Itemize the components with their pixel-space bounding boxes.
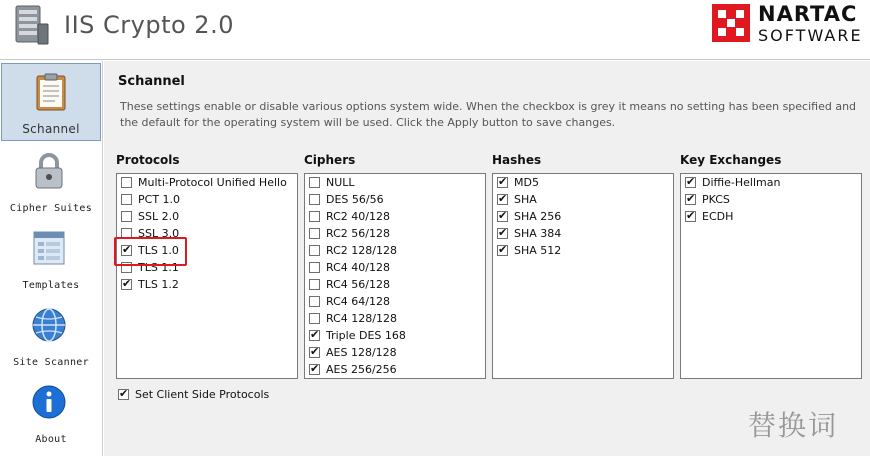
sidebar-item-cipher-suites[interactable] (0, 143, 102, 221)
checkbox[interactable] (497, 194, 508, 205)
checkbox[interactable] (309, 313, 320, 324)
server-icon (10, 4, 50, 46)
checkbox[interactable] (497, 211, 508, 222)
clipboard-icon (31, 72, 71, 112)
list-item-label: RC4 40/128 (326, 261, 390, 274)
list-item-label: TLS 1.1 (138, 261, 179, 274)
list-item[interactable] (305, 242, 485, 259)
page-description: These settings enable or disable various options system wide. When the checkbox is grey it means no setting has been specified and the default for the operating system will be used. Click the Apply button to save changes. (120, 100, 857, 129)
list-item[interactable] (117, 276, 297, 293)
ciphers-title: Ciphers (304, 153, 356, 167)
checkbox[interactable] (309, 296, 320, 307)
list-item[interactable] (305, 310, 485, 327)
list-item-label: Diffie-Hellman (702, 176, 781, 189)
list-item[interactable] (117, 225, 297, 242)
list-item-label: RC2 128/128 (326, 244, 397, 257)
sidebar-item-label: Templates (22, 280, 80, 291)
main-panel (104, 61, 870, 456)
sidebar-item-schannel[interactable] (1, 63, 101, 141)
list-item[interactable] (305, 361, 485, 378)
list-item[interactable] (305, 191, 485, 208)
list-item-label: SSL 2.0 (138, 210, 180, 223)
list-item-label: Multi-Protocol Unified Hello (138, 176, 287, 189)
nartac-logo (712, 2, 870, 46)
checkbox[interactable] (497, 245, 508, 256)
app-title: IIS Crypto 2.0 (64, 11, 234, 39)
list-item-label: RC4 56/128 (326, 278, 390, 291)
list-item[interactable] (305, 208, 485, 225)
watermark-text: 替换词 (748, 409, 839, 442)
hashes-title: Hashes (492, 153, 542, 167)
list-item-label: RC4 64/128 (326, 295, 390, 308)
sidebar (0, 61, 103, 456)
list-item-label: MD5 (514, 176, 539, 189)
checkbox[interactable] (309, 245, 320, 256)
sidebar-item-site-scanner[interactable] (0, 297, 102, 375)
list-item[interactable] (493, 225, 673, 242)
checkbox[interactable] (685, 177, 696, 188)
list-item-label: RC2 56/128 (326, 227, 390, 240)
list-item[interactable] (681, 174, 861, 191)
list-item-label: SHA 384 (514, 227, 562, 240)
client-side-protocols-option[interactable] (118, 388, 269, 401)
checkbox[interactable] (309, 211, 320, 222)
list-item[interactable] (305, 174, 485, 191)
list-item-label: AES 128/128 (326, 346, 397, 359)
lock-icon (29, 151, 69, 191)
list-item-label: PKCS (702, 193, 730, 206)
hashes-list[interactable] (492, 173, 674, 379)
checkbox[interactable] (685, 211, 696, 222)
list-item-label: TLS 1.0 (138, 244, 179, 257)
checkbox[interactable] (309, 330, 320, 341)
template-icon (29, 228, 69, 268)
list-item[interactable] (117, 174, 297, 191)
list-item-label: PCT 1.0 (138, 193, 181, 206)
checkbox[interactable] (121, 228, 132, 239)
checkbox[interactable] (309, 364, 320, 375)
checkbox[interactable] (121, 211, 132, 222)
checkbox[interactable] (121, 279, 132, 290)
list-item[interactable] (493, 208, 673, 225)
key-exchanges-title: Key Exchanges (680, 153, 782, 167)
list-item[interactable] (117, 191, 297, 208)
client-side-label: Set Client Side Protocols (135, 388, 270, 401)
checkbox[interactable] (309, 347, 320, 358)
list-item[interactable] (681, 191, 861, 208)
list-item-label: SHA 256 (514, 210, 562, 223)
list-item[interactable] (493, 242, 673, 259)
list-item[interactable] (305, 293, 485, 310)
list-item[interactable] (493, 191, 673, 208)
list-item[interactable] (305, 259, 485, 276)
checkbox[interactable] (685, 194, 696, 205)
key-exchanges-list[interactable] (680, 173, 862, 379)
checkbox[interactable] (121, 262, 132, 273)
list-item-label: RC4 128/128 (326, 312, 397, 325)
list-item-label: SHA 512 (514, 244, 562, 257)
sidebar-item-label: About (35, 434, 67, 445)
app-header (0, 0, 870, 60)
checkbox[interactable] (121, 177, 132, 188)
checkbox[interactable] (309, 279, 320, 290)
list-item-label: SSL 3.0 (138, 227, 180, 240)
checkbox[interactable] (309, 194, 320, 205)
sidebar-item-about[interactable] (0, 374, 102, 452)
list-item-label: ECDH (702, 210, 734, 223)
globe-icon (29, 305, 69, 345)
client-side-checkbox[interactable] (118, 389, 129, 400)
ciphers-list[interactable] (304, 173, 486, 379)
checkbox[interactable] (309, 177, 320, 188)
list-item[interactable] (681, 208, 861, 225)
list-item-label: AES 256/256 (326, 363, 397, 376)
list-item-label: RC2 40/128 (326, 210, 390, 223)
list-item[interactable] (493, 174, 673, 191)
list-item-label: DES 56/56 (326, 193, 384, 206)
list-item[interactable] (305, 276, 485, 293)
list-item-label: TLS 1.2 (138, 278, 179, 291)
list-item-label: NULL (326, 176, 355, 189)
list-item[interactable] (305, 327, 485, 344)
sidebar-item-label: Site Scanner (13, 357, 89, 368)
checkbox[interactable] (309, 228, 320, 239)
protocols-list[interactable] (116, 173, 298, 379)
sidebar-item-templates[interactable] (0, 220, 102, 298)
list-item[interactable] (117, 208, 297, 225)
sidebar-item-label: Schannel (22, 122, 80, 136)
logo-mark-icon (712, 4, 750, 42)
checkbox[interactable] (497, 177, 508, 188)
list-item-label: SHA (514, 193, 537, 206)
logo-text-primary: NARTAC (758, 2, 858, 26)
list-item[interactable] (305, 344, 485, 361)
sidebar-item-label: Cipher Suites (9, 203, 93, 214)
list-item[interactable] (117, 242, 297, 259)
protocols-title: Protocols (116, 153, 180, 167)
page-title: Schannel (118, 74, 185, 89)
checkbox[interactable] (309, 262, 320, 273)
info-icon (29, 382, 69, 422)
checkbox[interactable] (121, 194, 132, 205)
list-item-label: Triple DES 168 (326, 329, 406, 342)
logo-text-secondary: SOFTWARE (758, 26, 863, 45)
list-item[interactable] (117, 259, 297, 276)
list-item[interactable] (305, 225, 485, 242)
checkbox[interactable] (497, 228, 508, 239)
checkbox[interactable] (121, 245, 132, 256)
